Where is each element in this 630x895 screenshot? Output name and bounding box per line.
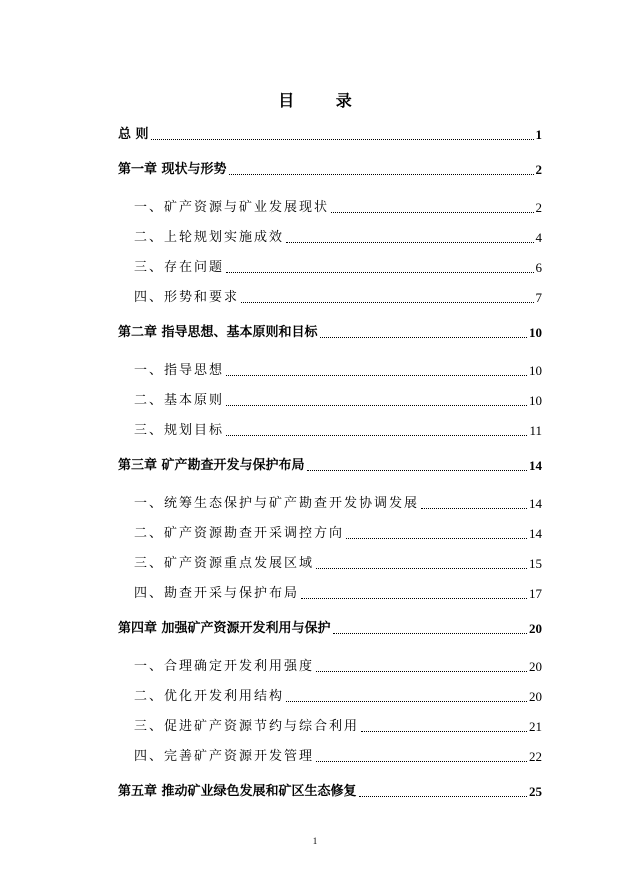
toc-entry-label: 三、存在问题: [134, 260, 225, 275]
toc-entry-label: 第三章 矿产勘查开发与保护布局: [118, 458, 305, 473]
toc-section-entry[interactable]: [134, 421, 542, 441]
toc-entry-label: 四、形势和要求: [134, 290, 240, 305]
toc-leader-dots: [307, 469, 527, 471]
toc-leader-dots: [320, 336, 527, 338]
toc-entry-page: 7: [535, 290, 542, 305]
toc-entry-label: 二、上轮规划实施成效: [134, 230, 285, 245]
toc-entry-page: 10: [529, 363, 542, 378]
toc-section-entry[interactable]: [134, 747, 542, 767]
toc-entry-label: 一、矿产资源与矿业发展现状: [134, 200, 330, 215]
toc-chapter-entry[interactable]: [118, 619, 542, 639]
toc-section-entry[interactable]: [134, 554, 542, 574]
toc-section-entry[interactable]: [134, 717, 542, 737]
toc-entry-page: 14: [529, 496, 542, 511]
toc-entry-label: 三、矿产资源重点发展区域: [134, 556, 315, 571]
toc-leader-dots: [229, 173, 534, 175]
toc-entry-label: 第一章 现状与形势: [118, 162, 227, 177]
toc-section-entry[interactable]: [134, 584, 542, 604]
toc-entry-page: 2: [535, 200, 542, 215]
toc-leader-dots: [226, 374, 527, 376]
toc-entry-page: 25: [529, 784, 542, 799]
toc-leader-dots: [331, 211, 533, 213]
toc-entry-label: 四、完善矿产资源开发管理: [134, 749, 315, 764]
toc-leader-dots: [333, 632, 527, 634]
toc-entry-label: 总 则: [118, 127, 149, 142]
toc-section-entry[interactable]: [134, 198, 542, 218]
toc-section-entry[interactable]: [134, 657, 542, 677]
toc-leader-dots: [286, 241, 533, 243]
toc-entry-label: 第五章 推动矿业绿色发展和矿区生态修复: [118, 784, 357, 799]
toc-leader-dots: [316, 567, 527, 569]
toc-chapter-entry[interactable]: [118, 160, 542, 180]
toc-entry-label: 四、勘查开采与保护布局: [134, 586, 300, 601]
toc-chapter-entry[interactable]: [118, 456, 542, 476]
toc-entry-page: 14: [529, 526, 542, 541]
toc-leader-dots: [241, 301, 533, 303]
toc-section-entry[interactable]: [134, 687, 542, 707]
toc-entry-label: 一、合理确定开发利用强度: [134, 659, 315, 674]
toc-leader-dots: [361, 730, 527, 732]
toc-title: 目 录: [278, 91, 370, 110]
toc-section-entry[interactable]: [134, 258, 542, 278]
toc-leader-dots: [359, 795, 527, 797]
toc-leader-dots: [286, 700, 527, 702]
toc-entry-label: 二、矿产资源勘查开采调控方向: [134, 526, 345, 541]
toc-entry-label: 二、优化开发利用结构: [134, 689, 285, 704]
toc-entry-page: 1: [535, 127, 542, 142]
toc-entry-page: 20: [529, 621, 542, 636]
toc-section-entry[interactable]: [134, 228, 542, 248]
toc-chapter-entry[interactable]: [118, 323, 542, 343]
toc-section-entry[interactable]: [134, 288, 542, 308]
toc-entry-page: 17: [529, 586, 542, 601]
toc-leader-dots: [316, 670, 527, 672]
toc-entry-label: 二、基本原则: [134, 393, 225, 408]
toc-entry-page: 20: [529, 659, 542, 674]
toc-section-entry[interactable]: [134, 524, 542, 544]
toc-entry-label: 第四章 加强矿产资源开发利用与保护: [118, 621, 331, 636]
toc-entry-page: 6: [535, 260, 542, 275]
toc-entry-label: 第二章 指导思想、基本原则和目标: [118, 325, 318, 340]
toc-leader-dots: [316, 760, 527, 762]
toc-leader-dots: [301, 597, 527, 599]
toc-entry-page: 11: [529, 423, 542, 438]
toc-entry-page: 2: [535, 162, 542, 177]
toc-entry-label: 一、指导思想: [134, 363, 225, 378]
toc-chapter-entry[interactable]: [118, 782, 542, 802]
toc-entry-page: 14: [529, 458, 542, 473]
toc-section-entry[interactable]: [134, 361, 542, 381]
toc-entry-page: 22: [529, 749, 542, 764]
toc-entry-label: 三、规划目标: [134, 423, 225, 438]
toc-entry-page: 15: [529, 556, 542, 571]
toc-section-entry[interactable]: [134, 494, 542, 514]
page-number: 1: [312, 836, 318, 846]
toc-entry-page: 20: [529, 689, 542, 704]
toc-entry-page: 4: [535, 230, 542, 245]
toc-leader-dots: [226, 434, 527, 436]
toc-entry-label: 一、统筹生态保护与矿产勘查开发协调发展: [134, 496, 420, 511]
toc-entry-page: 21: [529, 719, 542, 734]
toc-leader-dots: [226, 404, 527, 406]
toc-entry-page: 10: [529, 325, 542, 340]
toc-entry-label: 三、促进矿产资源节约与综合利用: [134, 719, 360, 734]
toc-leader-dots: [421, 507, 527, 509]
toc-leader-dots: [151, 138, 534, 140]
toc-section-entry[interactable]: [134, 391, 542, 411]
toc-leader-dots: [346, 537, 527, 539]
toc-entry-page: 10: [529, 393, 542, 408]
toc-leader-dots: [226, 271, 533, 273]
toc-chapter-entry[interactable]: [118, 125, 542, 145]
